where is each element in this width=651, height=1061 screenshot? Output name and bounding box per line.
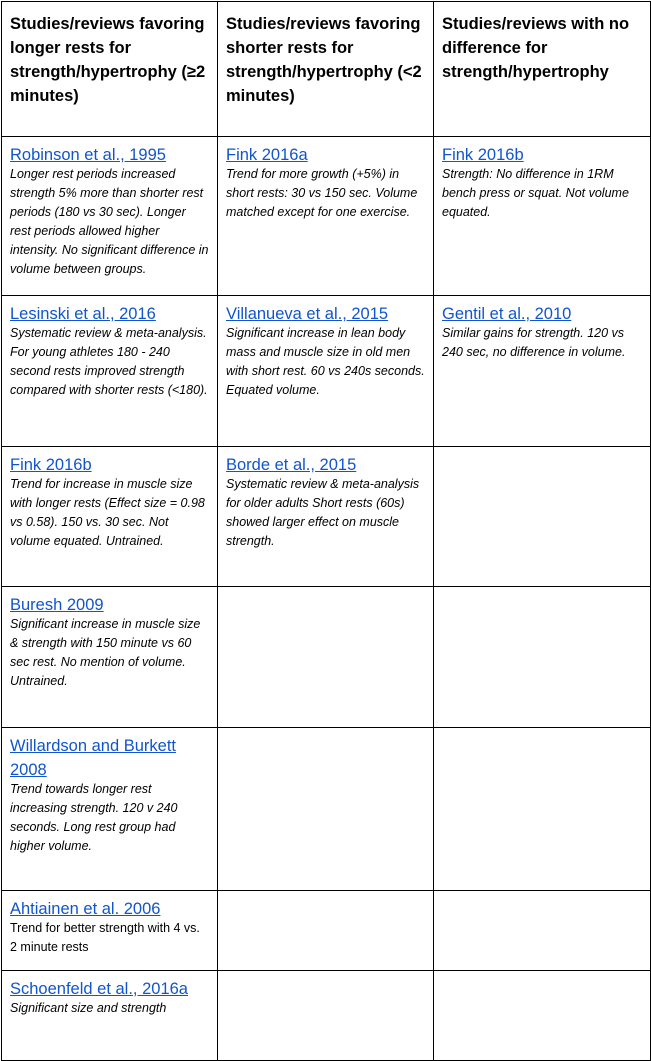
table-cell — [2, 447, 218, 587]
table-row — [2, 728, 651, 891]
table-row — [2, 587, 651, 728]
table-cell — [434, 971, 651, 1061]
study-note: Trend towards longer rest increasing strength. 120 v 240 seconds. Long rest group had higher volume. — [10, 782, 178, 853]
table-cell — [218, 891, 434, 971]
table-cell — [218, 296, 434, 447]
table-cell — [434, 728, 651, 891]
study-note: Systematic review & meta-analysis for older adults Short rests (60s) showed larger effect on muscle strength. — [226, 477, 420, 548]
table-cell — [434, 891, 651, 971]
table-row — [2, 447, 651, 587]
study-link[interactable]: Villanueva et al., 2015 — [226, 305, 389, 323]
table-row — [2, 137, 651, 296]
study-note: Significant increase in muscle size & strength with 150 minute vs 60 sec rest. No mention of volume. Untrained. — [10, 617, 201, 688]
study-note: Systematic review & meta-analysis. For young athletes 180 - 240 second rests improved strength compared with shorter rests (<180). — [10, 326, 208, 397]
header-shorter-rests: Studies/reviews favoring shorter rests for strength/hypertrophy (<2 minutes) — [218, 2, 434, 137]
study-note: Similar gains for strength. 120 vs 240 sec, no difference in volume. — [442, 326, 626, 359]
study-note: Trend for more growth (+5%) in short rests: 30 vs 150 sec. Volume matched except for one exercise. — [226, 167, 418, 219]
table-cell — [218, 447, 434, 587]
header-longer-rests: Studies/reviews favoring longer rests for strength/hypertrophy (≥2 minutes) — [2, 2, 218, 137]
study-link[interactable]: Buresh 2009 — [10, 596, 104, 614]
table-cell — [218, 587, 434, 728]
table-row — [2, 891, 651, 971]
study-link[interactable]: Lesinski et al., 2016 — [10, 305, 156, 323]
study-link[interactable]: Borde et al., 2015 — [226, 456, 357, 474]
table-cell — [218, 728, 434, 891]
study-link[interactable]: Robinson et al., 1995 — [10, 146, 166, 164]
study-link[interactable]: Gentil et al., 2010 — [442, 305, 572, 323]
study-link[interactable]: Willardson and Burkett 2008 — [10, 737, 176, 779]
study-link[interactable]: Schoenfeld et al., 2016a — [10, 980, 188, 998]
study-note: Strength: No difference in 1RM bench press or squat. Not volume equated. — [442, 167, 629, 219]
table-cell — [434, 447, 651, 587]
table-row — [2, 971, 651, 1061]
table-cell — [2, 891, 218, 971]
study-link[interactable]: Fink 2016b — [442, 146, 524, 164]
table-cell — [2, 971, 218, 1061]
table-cell — [2, 296, 218, 447]
study-note: Significant size and strength — [10, 1001, 167, 1015]
rest-periods-table — [1, 1, 651, 1061]
table-cell — [434, 296, 651, 447]
study-note: Significant increase in lean body mass and muscle size in old men with short rest. 60 vs 240s seconds. Equated volume. — [226, 326, 425, 397]
table-row — [2, 296, 651, 447]
header-row — [2, 2, 651, 137]
study-note: Longer rest periods increased strength 5% more than shorter rest periods (180 vs 30 sec). Longer rest periods allowed higher intensity. No significant difference in volume between groups. — [10, 167, 209, 276]
study-note: Trend for increase in muscle size with longer rests (Effect size = 0.98 vs 0.58). 150 vs. 30 sec. Not volume equated. Untrained. — [10, 477, 205, 548]
table-cell — [218, 137, 434, 296]
header-no-difference: Studies/reviews with no difference for strength/hypertrophy — [434, 2, 651, 137]
table-cell — [218, 971, 434, 1061]
study-link[interactable]: Fink 2016b — [10, 456, 92, 474]
table-cell — [2, 587, 218, 728]
study-link[interactable]: Ahtiainen et al. 2006 — [10, 900, 161, 918]
table-cell — [434, 137, 651, 296]
table-cell — [2, 137, 218, 296]
study-link[interactable]: Fink 2016a — [226, 146, 308, 164]
table-cell — [434, 587, 651, 728]
study-note: Trend for better strength with 4 vs. 2 minute rests — [10, 921, 200, 954]
table-cell — [2, 728, 218, 891]
